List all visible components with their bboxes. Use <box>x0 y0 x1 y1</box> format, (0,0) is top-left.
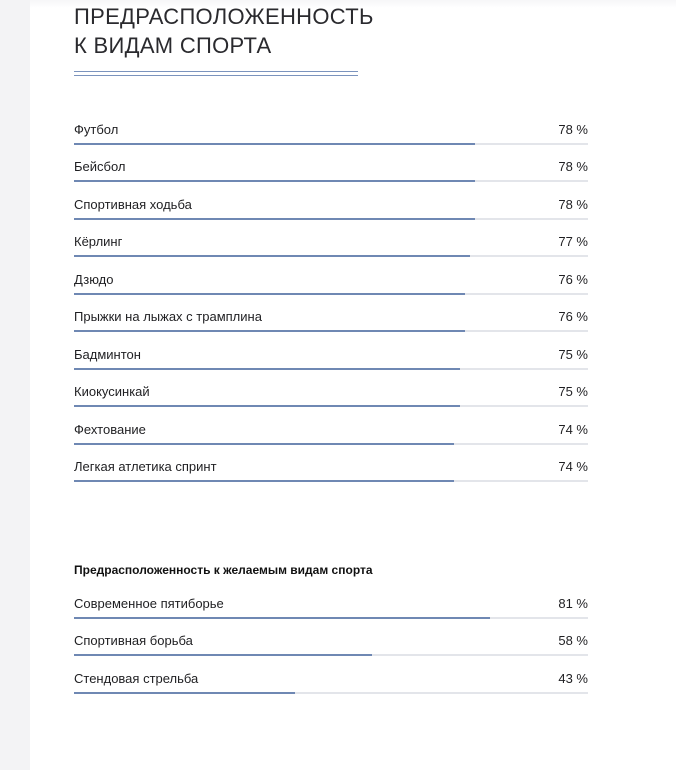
sport-bar-track <box>74 293 588 295</box>
sport-bar-fill <box>74 368 460 370</box>
sport-bar-fill <box>74 443 454 445</box>
sport-percent: 78 % <box>558 159 588 174</box>
desired-bar-track <box>74 617 588 619</box>
sport-name: Бадминтон <box>74 347 141 362</box>
page-left-margin <box>0 0 30 770</box>
sport-percent: 76 % <box>558 272 588 287</box>
sport-bar-fill <box>74 330 465 332</box>
sport-bar-track <box>74 218 588 220</box>
sport-bar-fill <box>74 143 475 145</box>
sport-bar-fill <box>74 405 460 407</box>
title-rule-line-bottom <box>74 75 358 76</box>
sport-bar-track <box>74 368 588 370</box>
sport-row-football <box>74 122 588 148</box>
sport-bar-track <box>74 443 588 445</box>
desired-sport-percent: 58 % <box>558 633 588 648</box>
desired-sport-name: Современное пятиборье <box>74 596 224 611</box>
sport-percent: 75 % <box>558 384 588 399</box>
desired-row-wrestling <box>74 633 588 659</box>
sport-bar-fill <box>74 255 470 257</box>
sport-row-baseball <box>74 159 588 185</box>
sport-row-kyokushin <box>74 384 588 410</box>
sport-row-race-walking <box>74 197 588 223</box>
desired-sport-percent: 43 % <box>558 671 588 686</box>
sport-row-judo <box>74 272 588 298</box>
desired-sport-name: Спортивная борьба <box>74 633 193 648</box>
page-title-line-2: К ВИДАМ СПОРТА <box>74 33 272 58</box>
sport-name: Футбол <box>74 122 119 137</box>
sport-row-curling <box>74 234 588 260</box>
sport-name: Легкая атлетика спринт <box>74 459 217 474</box>
sport-percent: 78 % <box>558 197 588 212</box>
desired-sports-heading: Предрасположенность к желаемым видам спорта <box>74 563 373 577</box>
sport-name: Кёрлинг <box>74 234 123 249</box>
page-title-line-1: ПРЕДРАСПОЛОЖЕННОСТЬ <box>74 4 374 29</box>
sport-bar-track <box>74 143 588 145</box>
desired-bar-fill <box>74 654 372 656</box>
sport-bar-track <box>74 480 588 482</box>
sport-row-ski-jumping <box>74 309 588 335</box>
desired-bar-fill <box>74 617 490 619</box>
sport-name: Дзюдо <box>74 272 114 287</box>
title-rule-line-top <box>74 71 358 72</box>
desired-bar-track <box>74 654 588 656</box>
sport-bar-fill <box>74 293 465 295</box>
sport-bar-fill <box>74 218 475 220</box>
sport-percent: 74 % <box>558 422 588 437</box>
sport-percent: 78 % <box>558 122 588 137</box>
page-title <box>74 2 374 60</box>
sport-name: Прыжки на лыжах с трамплина <box>74 309 262 324</box>
sport-bar-track <box>74 330 588 332</box>
title-double-rule <box>74 71 358 77</box>
sport-row-sprint <box>74 459 588 485</box>
sport-name: Спортивная ходьба <box>74 197 192 212</box>
desired-bar-track <box>74 692 588 694</box>
desired-bar-fill <box>74 692 295 694</box>
desired-sport-percent: 81 % <box>558 596 588 611</box>
sport-name: Фехтование <box>74 422 146 437</box>
sport-percent: 75 % <box>558 347 588 362</box>
desired-row-trap-shooting <box>74 671 588 697</box>
sport-bar-track <box>74 405 588 407</box>
sport-row-fencing <box>74 422 588 448</box>
sport-bar-fill <box>74 480 454 482</box>
sport-bar-track <box>74 180 588 182</box>
sport-percent: 76 % <box>558 309 588 324</box>
sport-bar-track <box>74 255 588 257</box>
sport-name: Бейсбол <box>74 159 126 174</box>
sport-bar-fill <box>74 180 475 182</box>
desired-row-modern-pentathlon <box>74 596 588 622</box>
sport-row-badminton <box>74 347 588 373</box>
desired-sport-name: Стендовая стрельба <box>74 671 199 686</box>
sport-percent: 74 % <box>558 459 588 474</box>
sport-percent: 77 % <box>558 234 588 249</box>
sport-name: Киокусинкай <box>74 384 150 399</box>
